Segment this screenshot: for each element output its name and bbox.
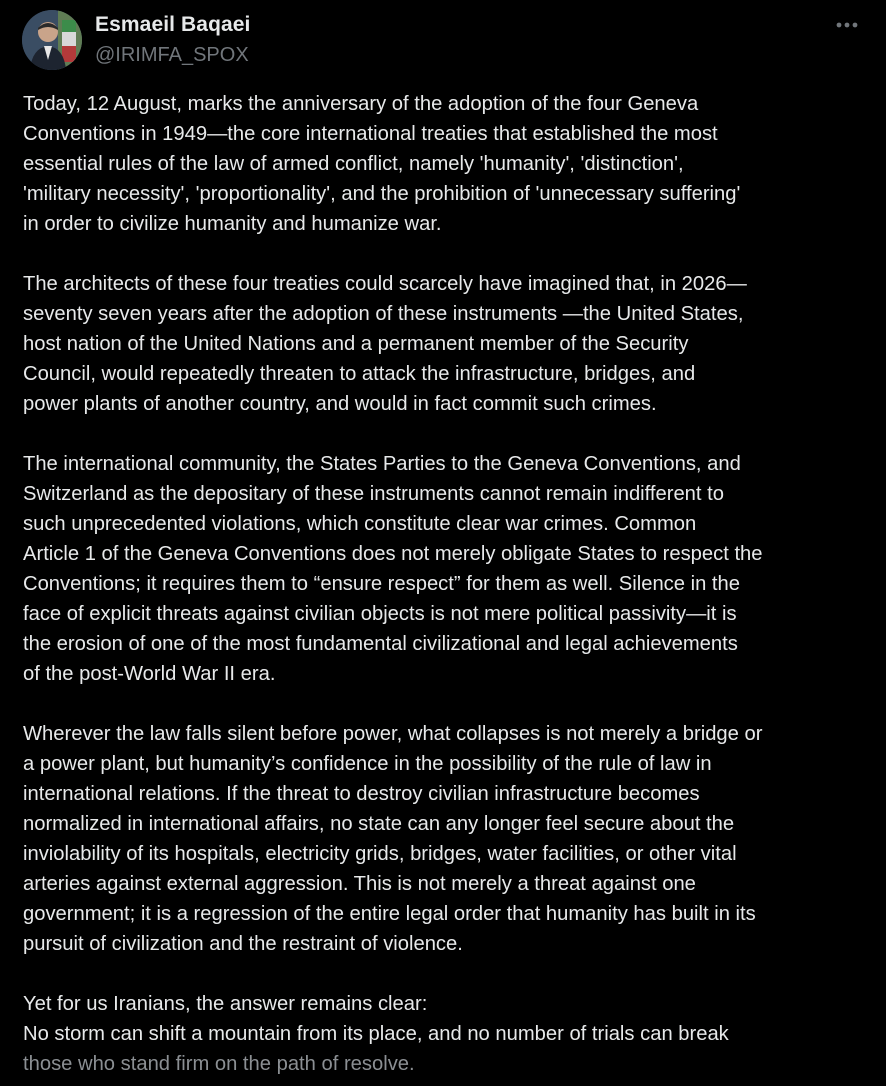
text-line: of the post-World War II era. [23,663,276,685]
text-line: such unprecedented violations, which constitute clear war crimes. Common [23,513,697,535]
tweet-paragraph [23,89,873,239]
text-line-truncated: those who stand firm on the path of resolve. [23,1053,415,1075]
text-line: essential rules of the law of armed conflict, namely 'humanity', 'distinction', [23,153,684,175]
text-line: the erosion of one of the most fundamental civilizational and legal achievements [23,633,738,655]
text-line: Article 1 of the Geneva Conventions does not merely obligate States to respect the [23,543,763,565]
text-line: normalized in international affairs, no state can any longer feel secure about the [23,813,735,835]
tweet-header [22,8,864,72]
text-line: host nation of the United Nations and a permanent member of the Security [23,333,689,355]
text-line: international relations. If the threat to destroy civilian infrastructure becomes [23,783,700,805]
author-name[interactable]: Esmaeil Baqaei [95,13,251,36]
more-horizontal-icon [836,22,858,28]
text-line: Wherever the law falls silent before power, what collapses is not merely a bridge or [23,723,763,745]
text-line: Switzerland as the depositary of these instruments cannot remain indifferent to [23,483,724,505]
text-line: face of explicit threats against civilian objects is not mere political passivity—it is [23,603,737,625]
tweet-paragraph [23,269,873,419]
more-options-button[interactable] [834,12,860,38]
text-line: Yet for us Iranians, the answer remains clear: [23,993,428,1015]
text-line: a power plant, but humanity’s confidence in the possibility of the rule of law in [23,753,712,775]
avatar-image [22,10,82,70]
text-line: pursuit of civilization and the restraint of violence. [23,933,463,955]
tweet-paragraph [23,989,873,1079]
tweet-paragraph [23,719,873,959]
text-line: The architects of these four treaties could scarcely have imagined that, in 2026— [23,273,747,295]
text-line: in order to civilize humanity and humanize war. [23,213,442,235]
text-line: Today, 12 August, marks the anniversary of the adoption of the four Geneva [23,93,699,115]
text-line: Council, would repeatedly threaten to attack the infrastructure, bridges, and [23,363,696,385]
text-line: Conventions in 1949—the core international treaties that established the most [23,123,718,145]
text-line: government; it is a regression of the entire legal order that humanity has built in its [23,903,756,925]
text-line: arteries against external aggression. This is not merely a threat against one [23,873,696,895]
text-line: 'military necessity', 'proportionality', and the prohibition of 'unnecessary suffering' [23,183,741,205]
avatar[interactable] [22,10,82,70]
text-line: inviolability of its hospitals, electricity grids, bridges, water facilities, or other vital [23,843,737,865]
text-line: seventy seven years after the adoption of these instruments —the United States, [23,303,744,325]
text-line: Conventions; it requires them to “ensure respect” for them as well. Silence in the [23,573,740,595]
tweet-paragraph [23,449,873,689]
text-line: The international community, the States Parties to the Geneva Conventions, and [23,453,741,475]
text-line: power plants of another country, and would in fact commit such crimes. [23,393,657,415]
tweet-text [23,89,873,1079]
author-handle[interactable]: @IRIMFA_SPOX [95,44,249,66]
text-line: No storm can shift a mountain from its place, and no number of trials can break [23,1023,729,1045]
